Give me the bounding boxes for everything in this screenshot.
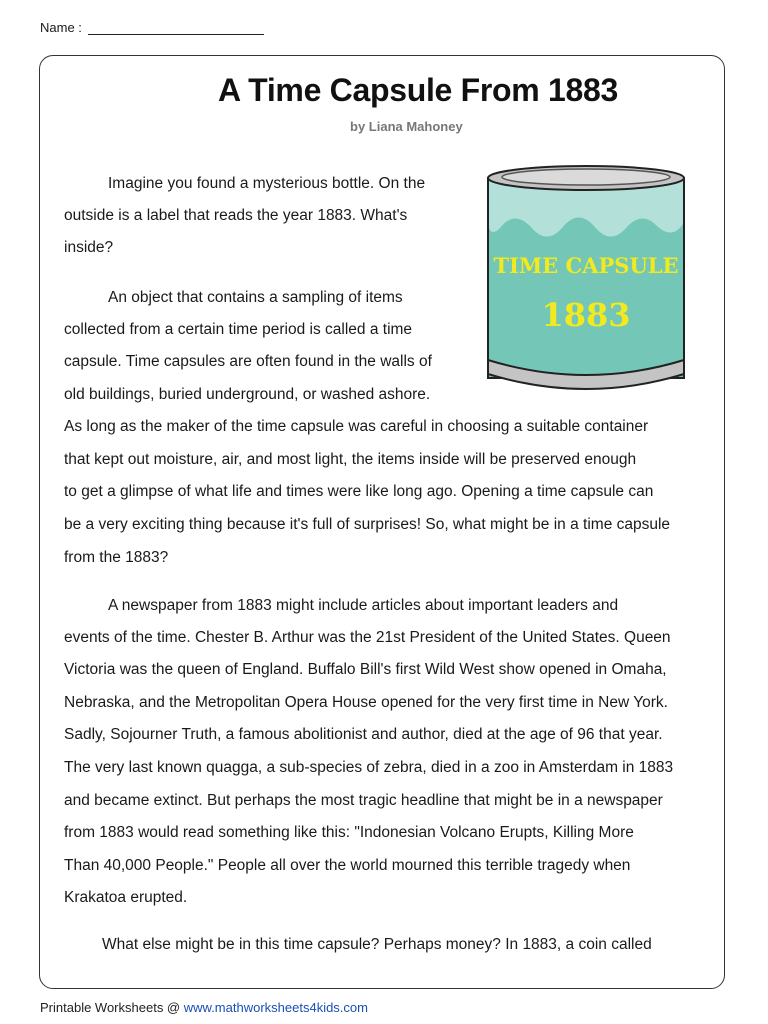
text-line: events of the time. Chester B. Arthur was the 21st President of the United States. Queen	[64, 629, 671, 646]
text-line: from 1883 would read something like this: "Indonesian Volcano Erupts, Killing More	[64, 824, 634, 841]
text-line: Than 40,000 People." People all over the world mourned this terrible tragedy when	[64, 857, 631, 874]
text-line: Nebraska, and the Metropolitan Opera House opened for the very first time in New York.	[64, 694, 668, 711]
text-line: Imagine you found a mysterious bottle. On the	[108, 175, 426, 192]
text-line: The very last known quagga, a sub-species of zebra, died in a zoo in Amsterdam in 1883	[64, 759, 674, 776]
text-line: Krakatoa erupted.	[64, 889, 188, 906]
text-line: What else might be in this time capsule? Perhaps money? In 1883, a coin called	[102, 936, 652, 953]
time-capsule-can-illustration	[482, 164, 690, 396]
text-line: outside is a label that reads the year 1883. What's	[64, 207, 408, 224]
text-line: old buildings, buried underground, or washed ashore.	[64, 386, 431, 403]
footer-website-link[interactable]: www.mathworksheets4kids.com	[183, 1000, 368, 1015]
text-line: be a very exciting thing because it's full of surprises! So, what might be in a time capsule	[64, 516, 671, 533]
text-line: to get a glimpse of what life and times were like long ago. Opening a time capsule can	[64, 483, 654, 500]
name-field-row	[40, 20, 264, 35]
text-line: capsule. Time capsules are often found in the walls of	[64, 353, 432, 370]
text-line: Victoria was the queen of England. Buffalo Bill's first Wild West show opened in Omaha,	[64, 661, 667, 678]
text-line: that kept out moisture, air, and most light, the items inside will be preserved enough	[64, 451, 637, 468]
can-lid-inner	[502, 169, 670, 185]
author-byline: by Liana Mahoney	[350, 119, 463, 134]
name-blank-line[interactable]	[88, 20, 264, 35]
footer-prefix: Printable Worksheets @	[40, 1000, 184, 1015]
text-line: collected from a certain time period is called a time	[64, 321, 413, 338]
text-line: As long as the maker of the time capsule was careful in choosing a suitable container	[64, 418, 649, 435]
name-label: Name :	[40, 20, 82, 35]
page-title: A Time Capsule From 1883	[217, 72, 619, 108]
text-line: from the 1883?	[64, 549, 169, 566]
text-line: Sadly, Sojourner Truth, a famous abolitionist and author, died at the age of 96 that year.	[64, 726, 663, 743]
text-line: An object that contains a sampling of items	[108, 289, 403, 306]
text-line: A newspaper from 1883 might include articles about important leaders and	[108, 597, 619, 614]
footer	[40, 1000, 368, 1015]
can-label-title: TIME CAPSULE	[493, 253, 679, 278]
can-label-year: 1883	[541, 296, 631, 334]
text-line: and became extinct. But perhaps the most tragic headline that might be in a newspaper	[64, 792, 663, 809]
text-line: inside?	[64, 239, 114, 256]
